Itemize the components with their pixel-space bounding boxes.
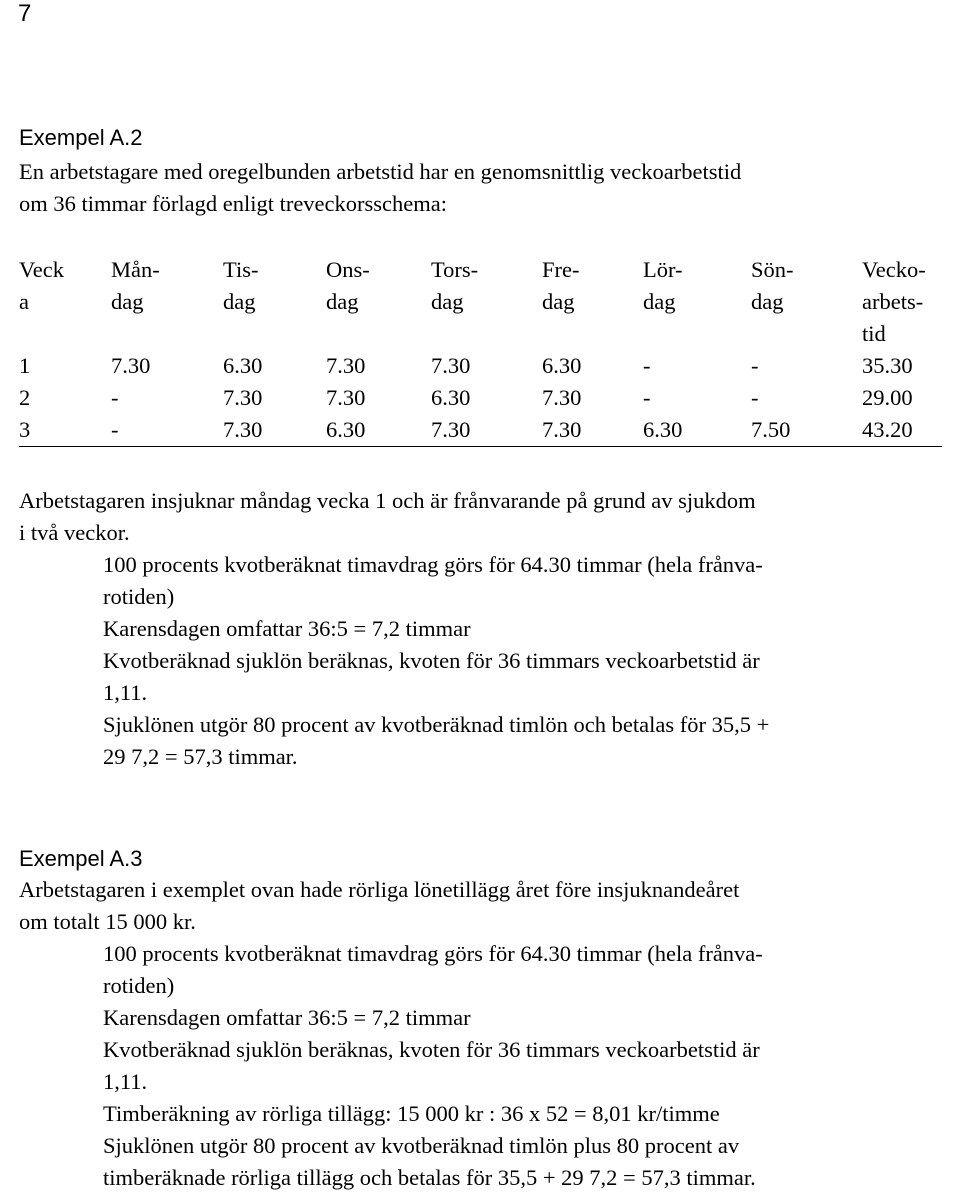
table-cell: 6.30 — [542, 353, 582, 378]
header-monday: Mån- dag — [111, 257, 160, 314]
table-cell: 6.30 — [431, 385, 471, 410]
example-a3-line-10: timberäknade rörliga tillägg och betalas för 35,5 + 29 7,2 = 57,3 timmar. — [103, 1165, 756, 1190]
example-a3-line-7: 1,11. — [103, 1069, 148, 1094]
example-a2-heading: Exempel A.2 — [19, 125, 143, 150]
example-a2-line-6: Kvotberäknad sjuklön beräknas, kvoten för 36 timmars veckoarbetstid är — [103, 648, 760, 673]
example-a2-line-4: rotiden) — [103, 584, 175, 609]
example-a3-line-1: Arbetstagaren i exemplet ovan hade rörliga lönetillägg året före insjuknandeåret — [19, 877, 740, 902]
table-cell: - — [111, 385, 119, 410]
table-cell: 7.30 — [223, 385, 263, 410]
example-a3-line-5: Karensdagen omfattar 36:5 = 7,2 timmar — [103, 1005, 471, 1030]
table-cell: - — [111, 417, 119, 442]
example-a2-line-1: Arbetstagaren insjuknar måndag vecka 1 och är frånvarande på grund av sjukdom — [19, 488, 756, 513]
example-a3-line-8: Timberäkning av rörliga tillägg: 15 000 kr : 36 x 52 = 8,01 kr/timme — [103, 1101, 720, 1126]
example-a3-line-3: 100 procents kvotberäknat timavdrag görs för 64.30 timmar (hela frånva- — [103, 941, 763, 966]
table-cell: 7.30 — [111, 353, 151, 378]
example-a2-line-8: Sjuklönen utgör 80 procent av kvotberäknad timlön och betalas för 35,5 + — [103, 712, 770, 737]
table-cell: 3 — [19, 417, 31, 442]
example-a3-line-6: Kvotberäknad sjuklön beräknas, kvoten för 36 timmars veckoarbetstid är — [103, 1037, 760, 1062]
example-a3-line-4: rotiden) — [103, 973, 175, 998]
header-weekly-hours: Vecko- arbets- tid — [862, 257, 926, 346]
table-cell: - — [643, 353, 651, 378]
header-wednesday: Ons- dag — [326, 257, 370, 314]
header-friday: Fre- dag — [542, 257, 580, 314]
table-cell: 7.30 — [431, 353, 471, 378]
example-a2-line-5: Karensdagen omfattar 36:5 = 7,2 timmar — [103, 616, 471, 641]
table-cell: 7.30 — [542, 417, 582, 442]
table-cell: 7.30 — [223, 417, 263, 442]
table-cell: - — [751, 353, 759, 378]
example-a3-line-2: om totalt 15 000 kr. — [19, 909, 196, 934]
table-cell: 6.30 — [643, 417, 683, 442]
table-cell: 7.30 — [326, 353, 366, 378]
table-header-row — [19, 254, 942, 350]
header-tuesday: Tis- dag — [223, 257, 259, 314]
table-cell: 7.30 — [326, 385, 366, 410]
header-sunday: Sön- dag — [751, 257, 794, 314]
example-a3-heading: Exempel A.3 — [19, 846, 143, 871]
header-week: Veck a — [19, 257, 64, 314]
header-thursday: Tors- dag — [431, 257, 479, 314]
table-cell: - — [643, 385, 651, 410]
table-cell: 1 — [19, 353, 31, 378]
table-cell: 6.30 — [326, 417, 366, 442]
example-a2-line-7: 1,11. — [103, 680, 148, 705]
example-a2-intro-line-1: En arbetstagare med oregelbunden arbetstid har en genomsnittlig veckoarbetstid — [19, 159, 742, 184]
header-saturday: Lör- dag — [643, 257, 683, 314]
table-row — [19, 414, 942, 447]
table-cell: 7.30 — [542, 385, 582, 410]
example-a2-intro-line-2: om 36 timmar förlagd enligt treveckorsschema: — [19, 191, 447, 216]
table-cell: 7.50 — [751, 417, 791, 442]
example-a2-line-3: 100 procents kvotberäknat timavdrag görs för 64.30 timmar (hela frånva- — [103, 552, 763, 577]
table-cell: 29.00 — [862, 385, 913, 410]
example-a2-line-9: 29 7,2 = 57,3 timmar. — [103, 744, 298, 769]
table-row — [19, 350, 942, 382]
table-cell: 35.30 — [862, 353, 913, 378]
schedule-table — [19, 254, 942, 447]
table-cell: 43.20 — [862, 417, 913, 442]
table-cell: 2 — [19, 385, 31, 410]
example-a3-line-9: Sjuklönen utgör 80 procent av kvotberäknad timlön plus 80 procent av — [103, 1133, 740, 1158]
table-row — [19, 382, 942, 414]
example-a2-line-2: i två veckor. — [19, 520, 130, 545]
table-cell: 6.30 — [223, 353, 263, 378]
table-cell: - — [751, 385, 759, 410]
table-cell: 7.30 — [431, 417, 471, 442]
page-number: 7 — [18, 0, 32, 27]
